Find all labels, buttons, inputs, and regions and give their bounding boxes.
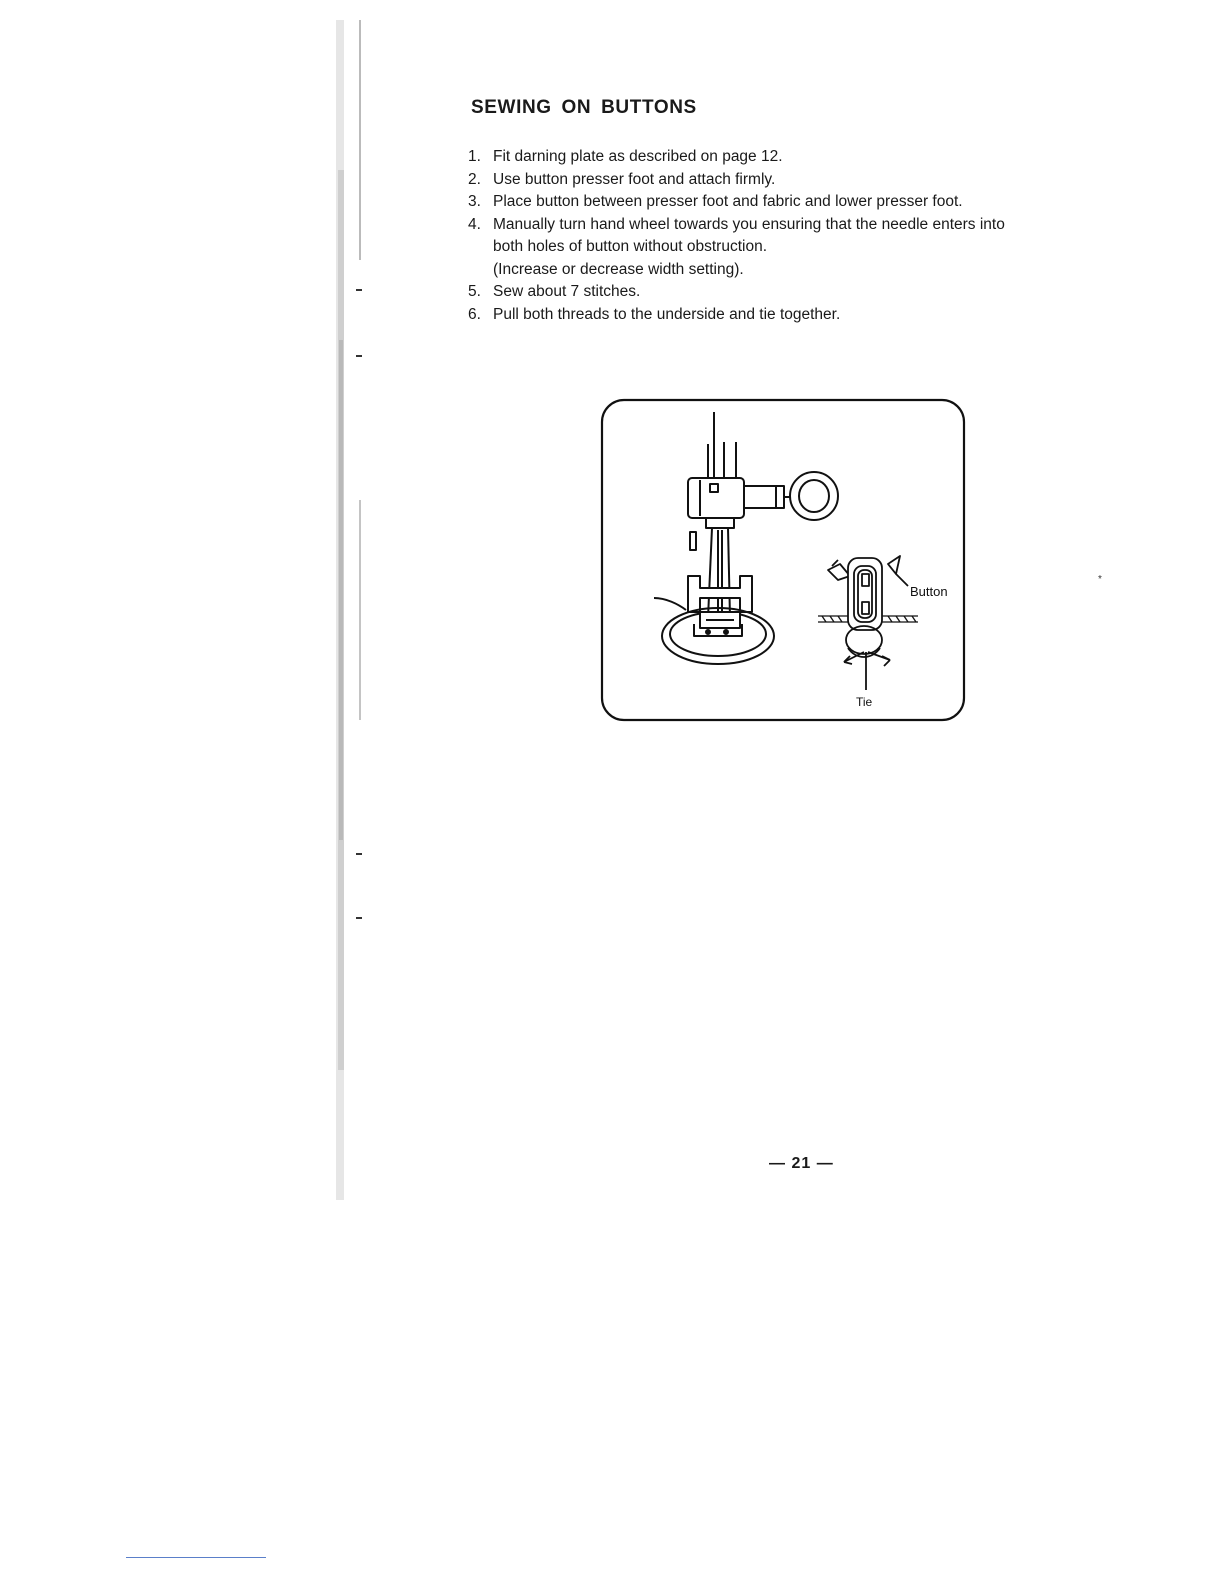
step-text-continued: both holes of button without obstruction.	[493, 238, 768, 255]
step-text: Use button presser foot and attach firmly.	[493, 170, 776, 188]
page-heading: SEWING ON BUTTONS	[471, 97, 697, 118]
page-number: — 21 —	[769, 1155, 834, 1172]
button-label: Button	[910, 584, 948, 599]
instruction-step	[468, 191, 1128, 214]
step-number: 5.	[468, 283, 481, 300]
bottom-rule	[126, 1557, 266, 1558]
instruction-step	[468, 214, 1128, 282]
scan-speck: *	[1098, 574, 1102, 585]
step-number: 1.	[468, 148, 481, 165]
instruction-step	[468, 169, 1128, 192]
tie-label: Tie	[856, 695, 873, 709]
instruction-list	[468, 146, 1128, 326]
step-number: 3.	[468, 193, 481, 210]
step-text: Place button between presser foot and fabric and lower presser foot.	[493, 193, 963, 210]
instruction-step	[468, 281, 1128, 304]
step-number: 2.	[468, 170, 481, 188]
instruction-step	[468, 304, 1128, 327]
step-text: Sew about 7 stitches.	[493, 283, 641, 300]
step-text: Manually turn hand wheel towards you ensuring that the needle enters into	[493, 215, 1005, 233]
button-presser-foot-illustration	[600, 398, 966, 722]
step-text-continued: (Increase or decrease width setting).	[493, 260, 744, 278]
step-number: 4.	[468, 215, 481, 233]
step-text: Fit darning plate as described on page 12.	[493, 148, 783, 165]
figure-frame	[602, 400, 964, 720]
step-number: 6.	[468, 305, 481, 323]
presser-foot-icon	[654, 412, 838, 664]
instruction-step	[468, 146, 1128, 169]
binding-edge-scan-artifact	[332, 20, 362, 1200]
button-detail-icon	[818, 556, 918, 690]
step-text: Pull both threads to the underside and tie together.	[493, 305, 841, 323]
